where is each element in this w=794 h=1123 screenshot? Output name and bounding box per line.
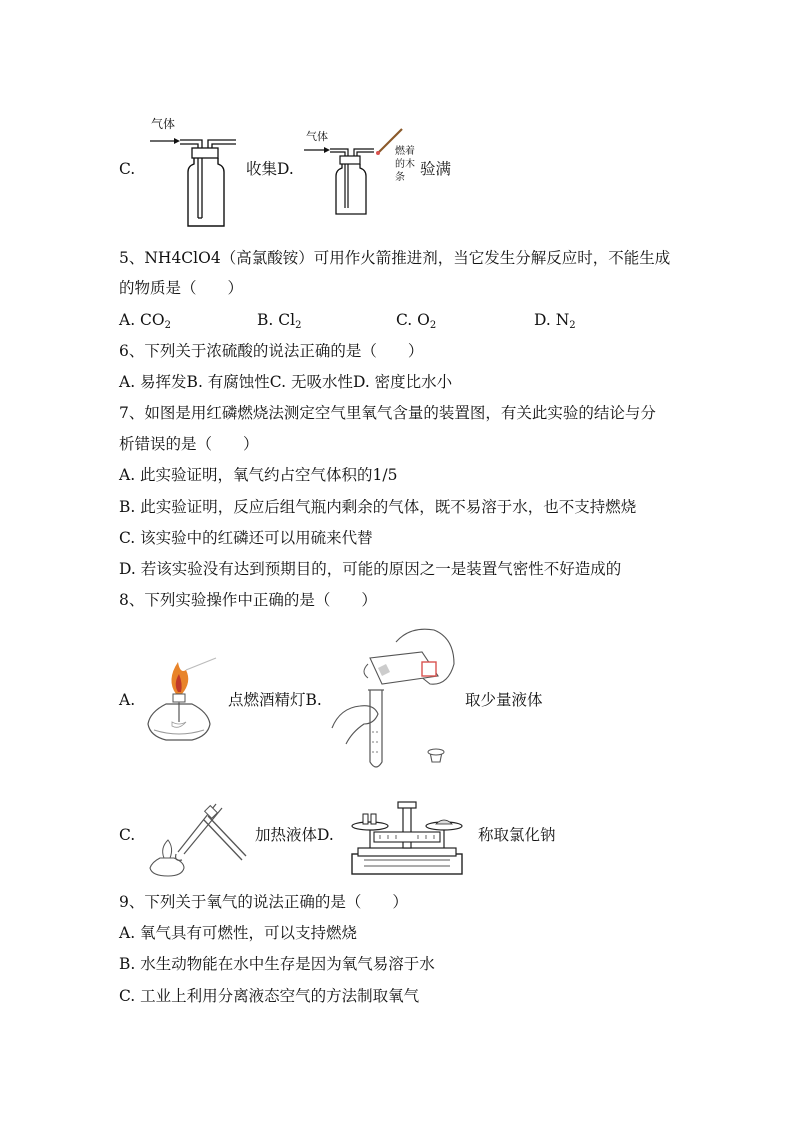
q8-stem: 8、下列实验操作中正确的是（ ） [119, 591, 377, 609]
q8-c-letter: C. [119, 826, 136, 844]
q5-option-c-text: C. O [396, 311, 430, 329]
q5-option-d[interactable] [534, 309, 576, 337]
q9-option-b[interactable]: B. 水生动物能在水中生存是因为氧气易溶于水 [119, 955, 435, 973]
q5-option-b[interactable] [257, 309, 301, 337]
alcohol-lamp-lit-figure [146, 656, 220, 744]
gas-collecting-bottle-figure [146, 114, 242, 230]
q5-option-a-text: A. CO [119, 311, 165, 329]
q4-burning-label-2: 的木 [395, 159, 415, 170]
q9-option-a[interactable]: A. 氧气具有可燃性，可以支持燃烧 [119, 924, 358, 942]
q8-d-caption: 称取氯化钠 [478, 826, 556, 844]
q9-option-c[interactable]: C. 工业上利用分离液态空气的方法制取氧气 [119, 987, 420, 1005]
q4-burning-label-1: 燃着 [395, 146, 415, 157]
q7-stem-line-2: 析错误的是（ ） [119, 435, 259, 453]
q5-stem-line-1: 5、NH4ClO4（高氯酸铵）可用作火箭推进剂，当它发生分解反应时，不能生成 [119, 249, 671, 267]
q5-option-d-subscript: 2 [569, 320, 576, 331]
q8-c-caption: 加热液体D. [255, 826, 334, 844]
q5-option-c-subscript: 2 [429, 320, 437, 331]
heat-liquid-figure [146, 796, 248, 878]
q7-option-b[interactable]: B. 此实验证明，反应后组气瓶内剩余的气体，既不易溶于水，也不支持燃烧 [119, 498, 637, 516]
q7-option-d[interactable]: D. 若该实验没有达到预期目的，可能的原因之一是装置气密性不好造成的 [119, 560, 622, 578]
q5-option-c[interactable] [396, 309, 436, 337]
q4-d-gas-label: 气体 [306, 131, 328, 143]
gas-full-test-figure [302, 126, 420, 218]
q8-a-letter: A. [119, 691, 136, 709]
q5-option-a-subscript: 2 [164, 320, 171, 331]
q5-option-d-text: D. N [534, 311, 570, 329]
q8-a-caption: 点燃酒精灯B. [228, 691, 322, 709]
q7-stem-line-1: 7、如图是用红磷燃烧法测定空气里氧气含量的装置图，有关此实验的结论与分 [119, 404, 656, 422]
q6-options[interactable]: A. 易挥发B. 有腐蚀性C. 无吸水性D. 密度比水小 [119, 373, 453, 391]
q4-d-caption: 验满 [420, 160, 452, 178]
q5-stem-line-2: 的物质是（ ） [119, 279, 244, 297]
balance-scale-figure [350, 798, 464, 876]
q9-stem: 9、下列关于氧气的说法正确的是（ ） [119, 893, 408, 911]
q5-option-b-subscript: 2 [295, 320, 302, 331]
q4-c-caption: 收集D. [246, 160, 294, 178]
q7-option-a[interactable]: A. 此实验证明，氧气约占空气体积的1/5 [119, 466, 398, 484]
q5-option-b-text: B. Cl [257, 311, 296, 329]
q4-c-letter: C. [119, 160, 136, 178]
q4-burning-label-3: 条 [395, 172, 405, 183]
q4-c-gas-label: 气体 [151, 117, 176, 131]
take-liquid-figure [330, 624, 460, 774]
q8-b-caption: 取少量液体 [465, 691, 543, 709]
q5-option-a[interactable] [119, 309, 171, 337]
q6-stem: 6、下列关于浓硫酸的说法正确的是（ ） [119, 342, 424, 360]
q7-option-c[interactable]: C. 该实验中的红磷还可以用硫来代替 [119, 529, 373, 547]
